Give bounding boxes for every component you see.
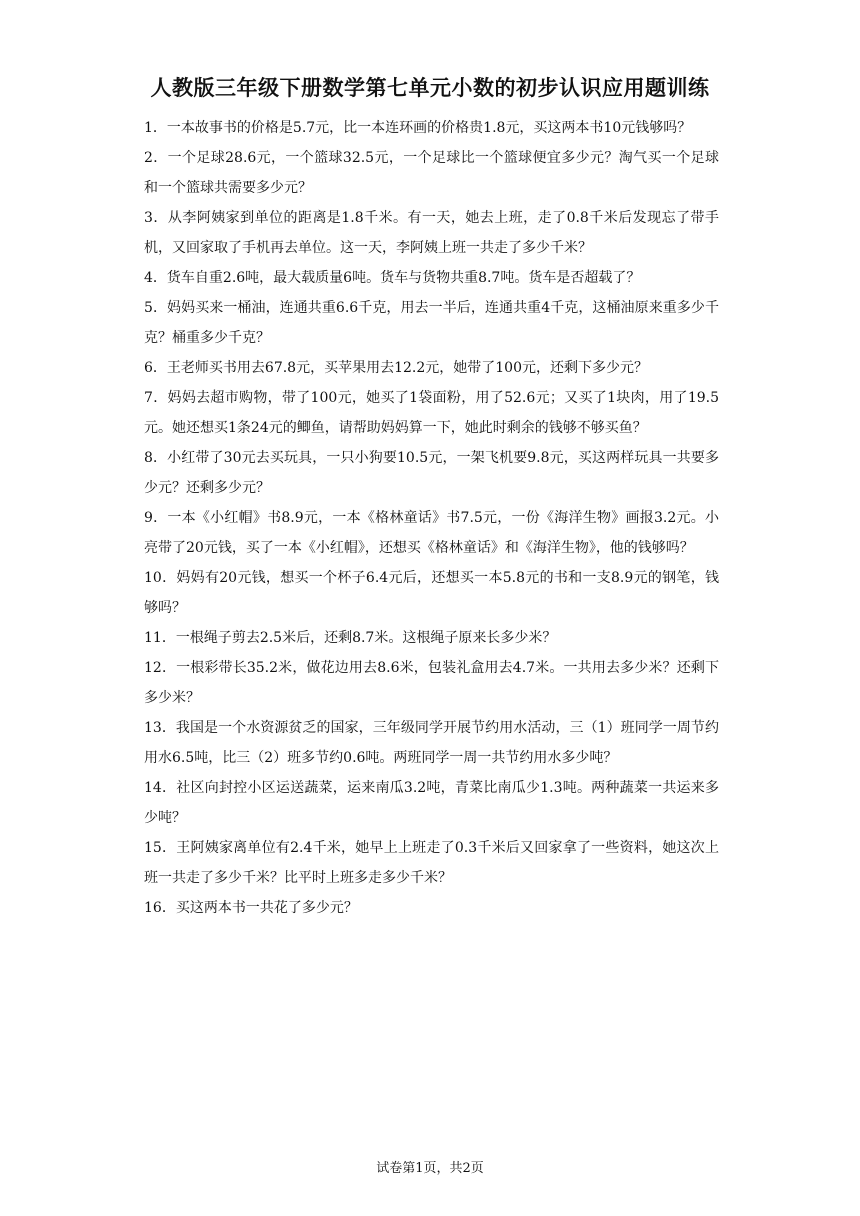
question-7: 7．妈妈去超市购物，带了100元，她买了1袋面粉，用了52.6元；又买了1块肉，用了19.5元。她还想买1条24元的鲫鱼，请帮助妈妈算一下，她此时剩余的钱够不够买鱼？ <box>144 390 719 436</box>
question-13: 13．我国是一个水资源贫乏的国家，三年级同学开展节约用水活动，三（1）班同学一周节约用水6.5吨，比三（2）班多节约0.6吨。两班同学一周一共节约用水多少吨？ <box>144 720 719 766</box>
question-16: 16．买这两本书一共花了多少元？ <box>144 900 358 916</box>
question-12: 12．一根彩带长35.2米，做花边用去8.6米，包装礼盒用去4.7米。一共用去多少米？还剩下多少米？ <box>144 660 719 706</box>
question-6: 6．王老师买书用去67.8元，买苹果用去12.2元，她带了100元，还剩下多少元？ <box>144 360 648 376</box>
question-9: 9．一本《小红帽》书8.9元，一本《格林童话》书7.5元，一份《海洋生物》画报3.2元。小亮带了20元钱，买了一本《小红帽》，还想买《格林童话》和《海洋生物》，他的钱够吗？ <box>144 510 719 556</box>
document-title: 人教版三年级下册数学第七单元小数的初步认识应用题训练 <box>150 75 710 100</box>
question-2: 2．一个足球28.6元，一个篮球32.5元，一个足球比一个篮球便宜多少元？淘气买一个足球和一个篮球共需要多少元？ <box>144 150 719 196</box>
question-10: 10．妈妈有20元钱，想买一个杯子6.4元后，还想买一本5.8元的书和一支8.9元的钢笔，钱够吗？ <box>144 570 719 616</box>
question-14: 14．社区向封控小区运送蔬菜，运来南瓜3.2吨，青菜比南瓜少1.3吨。两种蔬菜一共运来多少吨？ <box>144 780 719 826</box>
question-15: 15．王阿姨家离单位有2.4千米，她早上上班走了0.3千米后又回家拿了一些资料，她这次上班一共走了多少千米？比平时上班多走多少千米？ <box>144 840 719 886</box>
question-5: 5．妈妈买来一桶油，连通共重6.6千克，用去一半后，连通共重4千克，这桶油原来重多少千克？桶重多少千克？ <box>144 300 719 346</box>
question-1: 1．一本故事书的价格是5.7元，比一本连环画的价格贵1.8元，买这两本书10元钱够吗？ <box>144 120 692 136</box>
question-list <box>144 113 719 923</box>
question-11: 11．一根绳子剪去2.5米后，还剩8.7米。这根绳子原来长多少米？ <box>144 630 557 646</box>
page-footer: 试卷第1页，共2页 <box>376 1161 484 1176</box>
question-8: 8．小红带了30元去买玩具，一只小狗要10.5元，一架飞机要9.8元，买这两样玩具一共要多少元？还剩多少元？ <box>144 450 719 496</box>
question-3: 3．从李阿姨家到单位的距离是1.8千米。有一天，她去上班，走了0.8千米后发现忘了带手机，又回家取了手机再去单位。这一天，李阿姨上班一共走了多少千米？ <box>144 210 719 256</box>
question-4: 4．货车自重2.6吨，最大载质量6吨。货车与货物共重8.7吨。货车是否超载了？ <box>144 270 641 286</box>
